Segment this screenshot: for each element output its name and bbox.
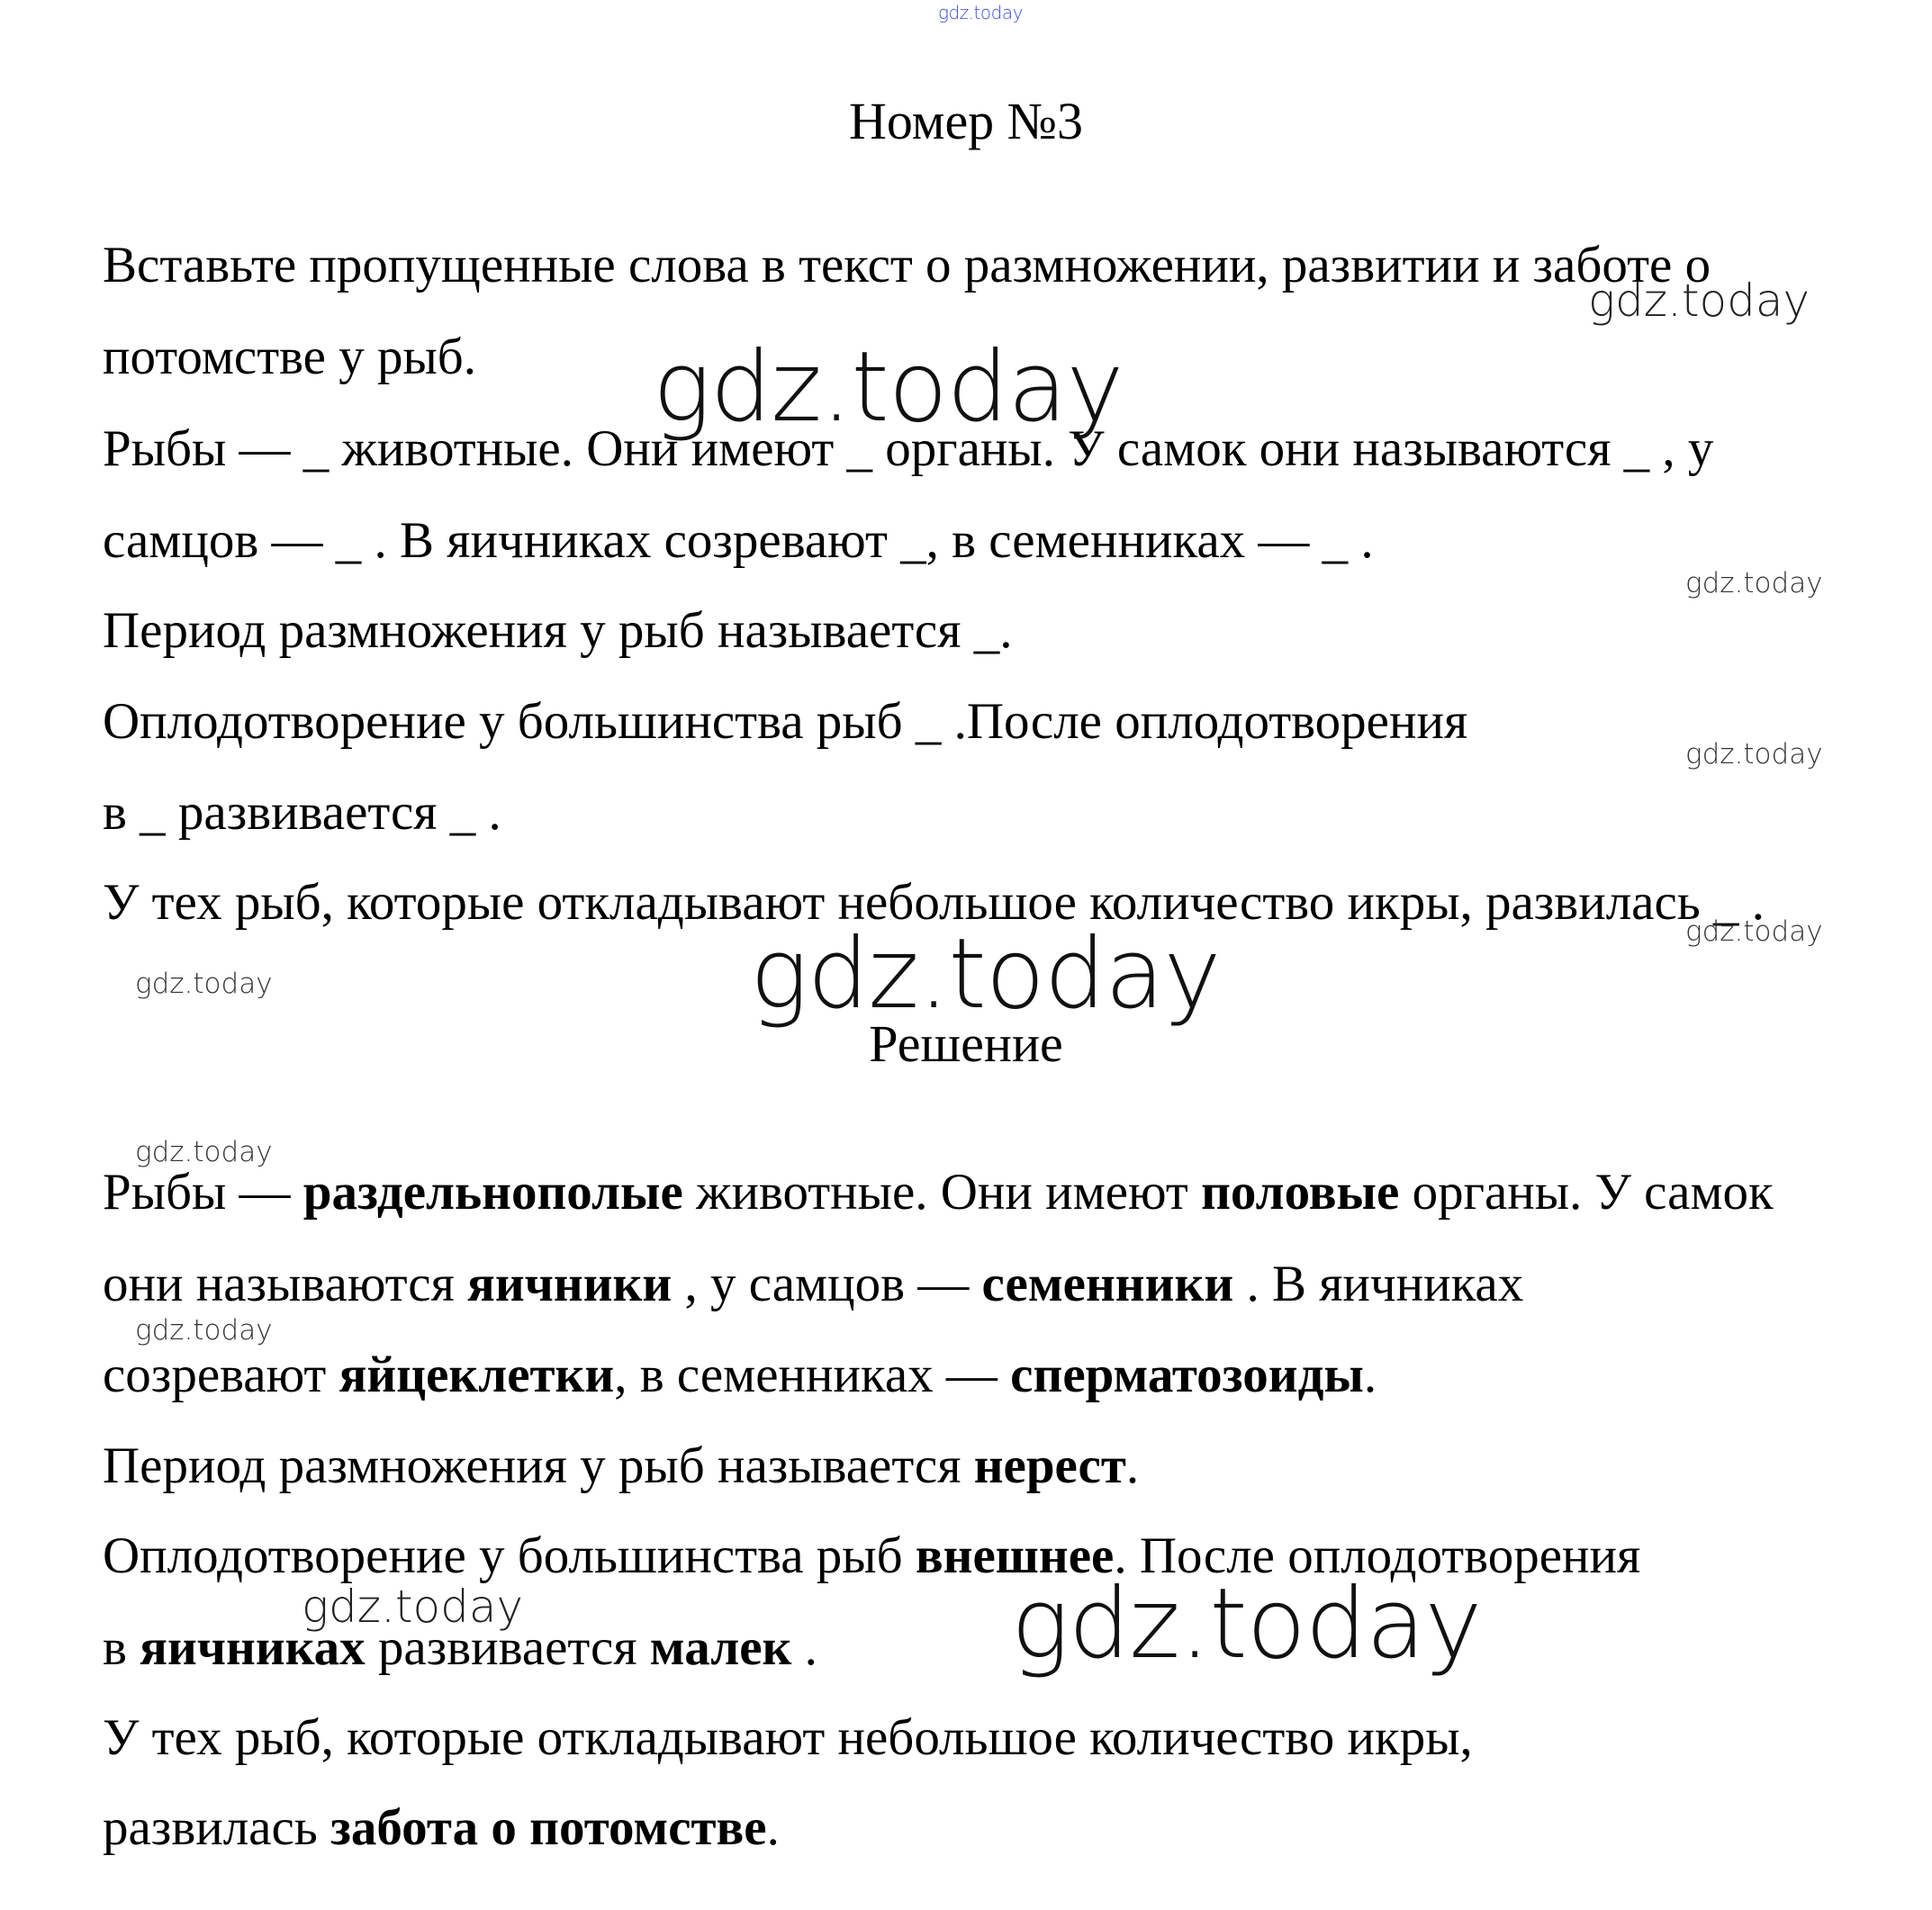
- solution-title: Решение: [869, 1014, 1063, 1073]
- text-segment: .: [766, 1799, 780, 1856]
- text-segment: развилась: [103, 1799, 331, 1856]
- solution-line-3: [103, 1344, 1377, 1407]
- solution-line-4: [103, 1435, 1139, 1498]
- watermark: gdz.today: [135, 1136, 273, 1168]
- watermark: gdz.today: [1685, 738, 1823, 770]
- text-segment: развивается: [365, 1619, 650, 1676]
- watermark: gdz.today: [1685, 915, 1823, 948]
- task-line-5: Период размножения у рыб называется _.: [103, 602, 1013, 659]
- text-segment: .: [1363, 1347, 1377, 1403]
- text-segment: Период размножения у рыб называется: [103, 1437, 974, 1494]
- solution-line-2: [103, 1253, 1523, 1316]
- answer-word: забота о потомстве: [330, 1799, 767, 1856]
- answer-word: яйцеклетки: [339, 1347, 615, 1403]
- task-line-1: Вставьте пропущенные слова в текст о размножении, развитии и заботе о: [103, 237, 1711, 293]
- watermark: gdz.today: [1011, 1568, 1482, 1680]
- text-segment: Рыбы —: [103, 1164, 303, 1221]
- task-line-4: самцов — _ . В яичниках созревают _, в семенниках — _ .: [103, 512, 1374, 569]
- task-line-6: Оплодотворение у большинства рыб _ .После оплодотворения: [103, 693, 1468, 750]
- watermark: gdz.today: [750, 918, 1221, 1031]
- solution-line-8: [103, 1797, 780, 1860]
- task-line-3: Рыбы — _ животные. Они имеют _ органы. У самок они называются _ , у: [103, 420, 1714, 477]
- watermark: gdz.today: [302, 1581, 524, 1633]
- answer-word: половые: [1201, 1164, 1400, 1221]
- answer-word: раздельнополые: [302, 1164, 683, 1221]
- solution-line-7: [103, 1707, 1473, 1770]
- watermark: gdz.today: [653, 331, 1124, 444]
- answer-word: нерест: [973, 1437, 1126, 1494]
- watermark: gdz.today: [938, 2, 1023, 23]
- text-segment: . В яичниках: [1233, 1256, 1524, 1312]
- text-segment: .: [1125, 1437, 1140, 1494]
- answer-word: яичники: [467, 1256, 673, 1312]
- answer-word: малек: [649, 1619, 792, 1676]
- solution-line-1: [103, 1161, 1774, 1224]
- text-segment: они называются: [103, 1256, 468, 1312]
- answer-word: внешнее: [915, 1527, 1115, 1584]
- watermark: gdz.today: [1685, 567, 1823, 599]
- answer-word: семенники: [981, 1256, 1234, 1312]
- text-segment: , у самцов —: [672, 1256, 982, 1312]
- task-line-8: У тех рыб, которые откладывают небольшое количество икры, развилась _ .: [103, 874, 1765, 931]
- task-line-2: потомстве у рыб.: [103, 329, 477, 385]
- watermark: gdz.today: [135, 968, 273, 1000]
- text-segment: . После оплодотворения: [1114, 1527, 1641, 1584]
- text-segment: органы. У самок: [1399, 1164, 1774, 1221]
- task-line-7: в _ развивается _ .: [103, 784, 501, 841]
- text-segment: в: [103, 1619, 140, 1676]
- text-segment: У тех рыб, которые откладывают небольшое количество икры,: [103, 1709, 1473, 1766]
- answer-word: яичниках: [140, 1619, 366, 1676]
- watermark: gdz.today: [135, 1314, 273, 1347]
- text-segment: .: [791, 1619, 817, 1676]
- answer-word: сперматозоиды: [1010, 1347, 1364, 1403]
- text-segment: животные. Они имеют: [682, 1164, 1202, 1221]
- text-segment: , в семенниках —: [614, 1347, 1011, 1403]
- watermark: gdz.today: [1588, 275, 1810, 327]
- text-segment: созревают: [103, 1347, 339, 1403]
- text-segment: Оплодотворение у большинства рыб: [103, 1527, 916, 1584]
- page-title: Номер №3: [848, 92, 1084, 150]
